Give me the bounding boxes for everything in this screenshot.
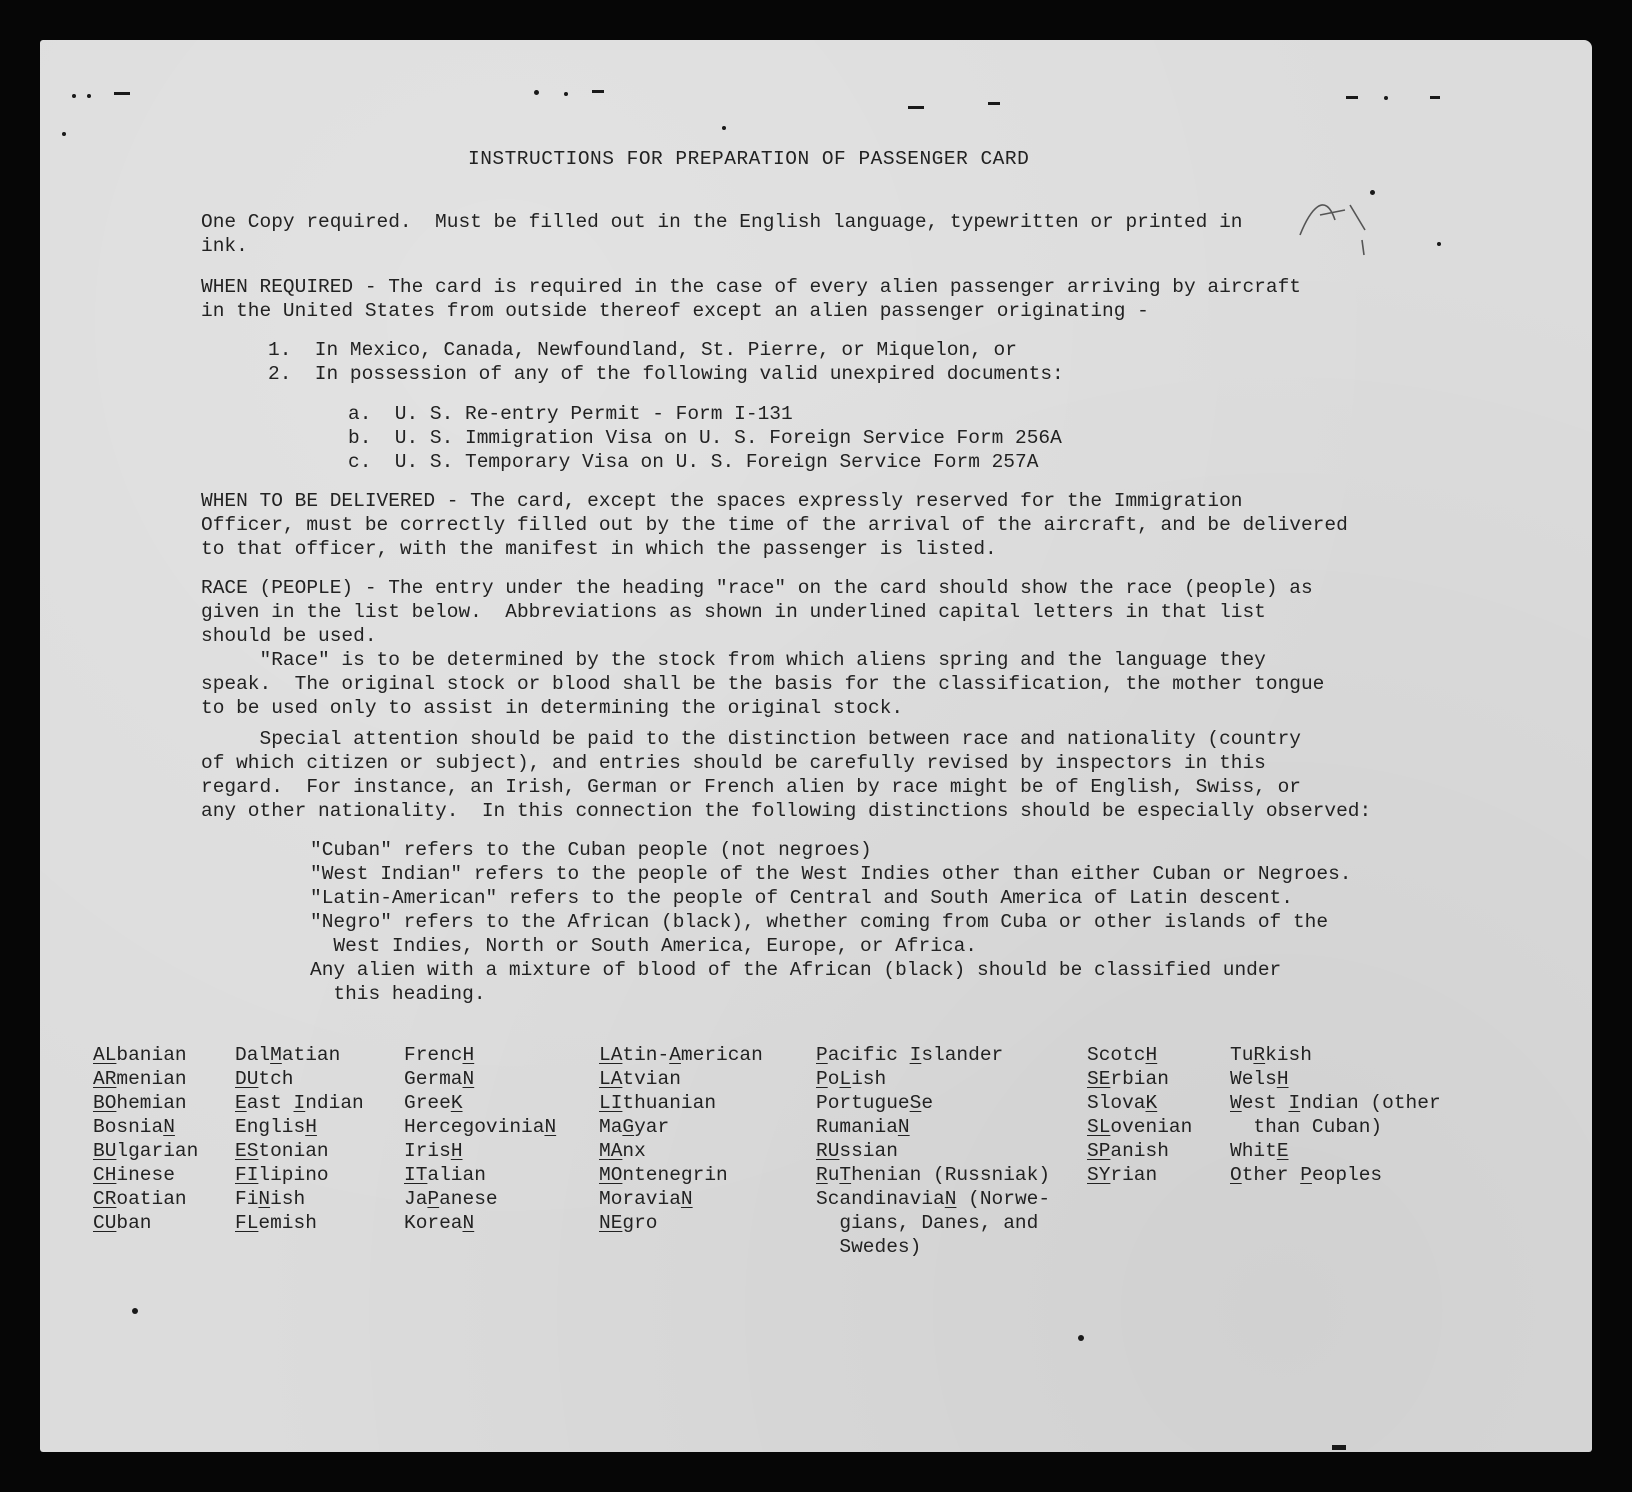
race-entry: [93, 1091, 187, 1116]
race-abbreviation: CH: [93, 1164, 117, 1186]
race-entry: [599, 1043, 763, 1068]
race-text: emish: [258, 1212, 317, 1234]
scan-speck: [592, 90, 604, 93]
scan-speck: [1384, 96, 1388, 100]
race-abbreviation: H: [462, 1044, 475, 1066]
race-abbreviation: T: [839, 1164, 852, 1186]
race-abbreviation: N: [544, 1116, 557, 1138]
race-entry: [1087, 1043, 1157, 1068]
distinction-line: "Negro" refers to the African (black), whether coming from Cuba or other islands of the: [310, 911, 1329, 933]
race-entry: [235, 1211, 317, 1236]
race-abbreviation: RU: [816, 1140, 840, 1162]
scan-speck: [72, 94, 76, 98]
race-abbreviation: FL: [235, 1212, 259, 1234]
race-entry: [1230, 1043, 1312, 1068]
race-abbreviation: P: [816, 1044, 828, 1066]
race-text: tvian: [622, 1068, 681, 1090]
race-abbreviation: W: [1230, 1092, 1242, 1114]
race-text: tin-: [622, 1044, 670, 1066]
race-text: e: [921, 1092, 934, 1114]
race-abbreviation: N: [163, 1116, 175, 1138]
race-text: Moravia: [599, 1188, 681, 1210]
race-text: anish: [1110, 1140, 1169, 1162]
race-text: thuanian: [622, 1092, 717, 1114]
race-abbreviation: SE: [1087, 1068, 1111, 1090]
race-line: should be used.: [201, 625, 377, 647]
intro-line: One Copy required. Must be filled out in the English language, typewritten or printed in: [201, 211, 1243, 233]
race-entry: [599, 1091, 716, 1116]
race-text: ndian (other: [1300, 1092, 1441, 1114]
race-abbreviation: P: [427, 1188, 440, 1210]
race-entry: [404, 1043, 474, 1068]
race-text: than Cuban): [1230, 1116, 1383, 1138]
race-abbreviation: LI: [599, 1092, 623, 1114]
race-entry: [404, 1163, 486, 1188]
race-text: u: [827, 1164, 840, 1186]
race-abbreviation: M: [270, 1044, 282, 1066]
race-abbreviation: P: [1300, 1164, 1312, 1186]
race-text: ther: [1241, 1164, 1301, 1186]
race-text: nx: [622, 1140, 646, 1162]
race-entry: [1087, 1067, 1169, 1092]
scan-speck: [62, 132, 66, 136]
race-entry: [93, 1067, 187, 1092]
race-abbreviation: H: [1145, 1044, 1158, 1066]
race-text: Korea: [404, 1212, 463, 1234]
race-entry: [404, 1067, 474, 1092]
race-text: rian: [1110, 1164, 1158, 1186]
race-abbreviation: I: [1288, 1092, 1301, 1114]
when-delivered-line: to that officer, with the manifest in which the passenger is listed.: [201, 538, 997, 560]
race-text: Swedes): [816, 1236, 922, 1258]
race-entry: [816, 1187, 1050, 1212]
race-text: ban: [116, 1212, 152, 1234]
distinction-line: "West Indian" refers to the people of the West Indies other than either Cuban or Negroes.: [310, 863, 1352, 885]
race-abbreviation: BO: [93, 1092, 117, 1114]
scan-speck: [1430, 96, 1440, 99]
race-entry: [404, 1115, 556, 1140]
document-item: a. U. S. Re-entry Permit - Form I-131: [348, 403, 793, 425]
race-entry: [235, 1115, 317, 1140]
race-abbreviation: E: [1276, 1140, 1289, 1162]
when-required-line: WHEN REQUIRED - The card is required in the case of every alien passenger arriving by aircraft: [201, 276, 1301, 298]
race-text: rbian: [1110, 1068, 1169, 1090]
race-text: lipino: [258, 1164, 329, 1186]
race-entry: [235, 1163, 329, 1188]
race-entry: [816, 1091, 933, 1116]
scan-speck: [534, 90, 539, 95]
race-entry: [816, 1163, 1050, 1188]
race-abbreviation: LA: [599, 1068, 623, 1090]
race-text: oatian: [116, 1188, 187, 1210]
race-abbreviation: H: [305, 1116, 317, 1138]
race-abbreviation: E: [235, 1092, 247, 1114]
race-abbreviation: R: [816, 1164, 828, 1186]
race-entry: [599, 1115, 669, 1140]
race-abbreviation: A: [669, 1044, 681, 1066]
race-text: Hercegovinia: [404, 1116, 545, 1138]
race-entry: [816, 1043, 1003, 1068]
race-text: Dal: [235, 1044, 271, 1066]
race-entry: [235, 1139, 329, 1164]
race-abbreviation: AR: [93, 1068, 117, 1090]
document-item: c. U. S. Temporary Visa on U. S. Foreign Service Form 257A: [348, 451, 1039, 473]
race-text: hemian: [116, 1092, 187, 1114]
race-entry: [816, 1211, 1038, 1236]
race-text: Frenc: [404, 1044, 463, 1066]
race-abbreviation: S: [909, 1092, 922, 1114]
scan-speck: [908, 106, 924, 109]
race-entry: [1230, 1139, 1289, 1164]
race-text: est: [1241, 1092, 1289, 1114]
race-text: Englis: [235, 1116, 306, 1138]
race-entry: [816, 1139, 898, 1164]
race-text: inese: [116, 1164, 175, 1186]
document-page: [40, 40, 1592, 1452]
race-entry: [1087, 1091, 1157, 1116]
scan-speck: [722, 126, 726, 130]
race-entry: [599, 1187, 693, 1212]
distinction-line: this heading.: [310, 983, 486, 1005]
race-text: anese: [439, 1188, 498, 1210]
race-text: henian (Russniak): [851, 1164, 1051, 1186]
race-abbreviation: SL: [1087, 1116, 1111, 1138]
race-entry: [816, 1067, 886, 1092]
race-entry: [235, 1091, 364, 1116]
special-line: regard. For instance, an Irish, German or French alien by race might be of English, Swiss, or: [201, 776, 1301, 798]
distinction-line: "Cuban" refers to the Cuban people (not negroes): [310, 839, 872, 861]
when-delivered-line: Officer, must be correctly filled out by the time of the arrival of the aircraft, and be delivered: [201, 514, 1348, 536]
race-abbreviation: O: [1230, 1164, 1242, 1186]
race-abbreviation: I: [909, 1044, 922, 1066]
race-entry: [93, 1043, 187, 1068]
race-stock-line: to be used only to assist in determining the original stock.: [201, 697, 904, 719]
race-text: Portugue: [816, 1092, 910, 1114]
race-text: tonian: [258, 1140, 329, 1162]
race-entry: [404, 1091, 463, 1116]
race-entry: [599, 1067, 681, 1092]
race-text: ssian: [839, 1140, 898, 1162]
race-text: Bosnia: [93, 1116, 164, 1138]
race-entry: [93, 1187, 187, 1212]
race-stock-line: "Race" is to be determined by the stock from which aliens spring and the language they: [201, 649, 1266, 671]
race-text: Gree: [404, 1092, 451, 1114]
race-entry: [235, 1067, 294, 1092]
race-abbreviation: G: [622, 1116, 635, 1138]
scan-speck: [988, 102, 1000, 105]
race-abbreviation: LA: [599, 1044, 623, 1066]
when-required-line: in the United States from outside thereof except an alien passenger originating -: [201, 300, 1149, 322]
race-text: tch: [258, 1068, 294, 1090]
race-abbreviation: AL: [93, 1044, 117, 1066]
scan-speck: [1078, 1335, 1084, 1341]
scan-speck: [564, 92, 568, 96]
race-text: Rumania: [816, 1116, 898, 1138]
distinction-line: Any alien with a mixture of blood of the African (black) should be classified under: [310, 959, 1282, 981]
race-abbreviation: DU: [235, 1068, 259, 1090]
exception-item: 2. In possession of any of the following valid unexpired documents:: [268, 363, 1064, 385]
race-entry: [404, 1139, 463, 1164]
race-text: Scandinavia: [816, 1188, 945, 1210]
race-abbreviation: CU: [93, 1212, 117, 1234]
special-line: any other nationality. In this connection the following distinctions should be especially observed:: [201, 800, 1372, 822]
race-text: atian: [281, 1044, 341, 1066]
race-entry: [235, 1187, 305, 1212]
race-entry: [599, 1211, 658, 1236]
race-text: lgarian: [116, 1140, 199, 1162]
race-abbreviation: SP: [1087, 1140, 1111, 1162]
race-text: (Norwe-: [956, 1188, 1051, 1210]
race-entry: [1230, 1115, 1382, 1140]
race-line: given in the list below. Abbreviations as shown in underlined capital letters in that list: [201, 601, 1266, 623]
race-text: gians, Danes, and: [816, 1212, 1039, 1234]
race-text: slander: [921, 1044, 1004, 1066]
race-text: Wels: [1230, 1068, 1277, 1090]
race-entry: [1230, 1091, 1441, 1116]
race-text: acific: [827, 1044, 910, 1066]
race-abbreviation: L: [839, 1068, 852, 1090]
race-entry: [816, 1235, 921, 1260]
document-title: INSTRUCTIONS FOR PREPARATION OF PASSENGER CARD: [468, 148, 1030, 170]
race-abbreviation: K: [1145, 1092, 1158, 1114]
race-abbreviation: N: [680, 1188, 693, 1210]
race-abbreviation: N: [462, 1068, 475, 1090]
race-abbreviation: CR: [93, 1188, 117, 1210]
race-entry: [1230, 1067, 1289, 1092]
race-abbreviation: P: [816, 1068, 828, 1090]
distinction-line: West Indies, North or South America, Europe, or Africa.: [310, 935, 978, 957]
race-text: Ma: [599, 1116, 623, 1138]
race-abbreviation: K: [450, 1092, 463, 1114]
race-text: gro: [622, 1212, 658, 1234]
race-entry: [93, 1211, 152, 1236]
race-text: o: [827, 1068, 840, 1090]
race-line: RACE (PEOPLE) - The entry under the heading "race" on the card should show the race (people) as: [201, 577, 1313, 599]
race-entry: [1087, 1115, 1192, 1140]
race-abbreviation: MA: [599, 1140, 623, 1162]
race-text: Whit: [1230, 1140, 1277, 1162]
scan-speck: [87, 94, 91, 98]
race-text: Scotc: [1087, 1044, 1146, 1066]
race-entry: [93, 1139, 198, 1164]
race-text: Fi: [235, 1188, 259, 1210]
special-line: of which citizen or subject), and entries should be carefully revised by inspectors in this: [201, 752, 1266, 774]
race-abbreviation: N: [462, 1212, 475, 1234]
race-text: kish: [1265, 1044, 1312, 1066]
race-entry: [404, 1187, 498, 1212]
race-entry: [235, 1043, 340, 1068]
race-text: merican: [680, 1044, 763, 1066]
race-abbreviation: SY: [1087, 1164, 1111, 1186]
race-text: Germa: [404, 1068, 463, 1090]
race-entry: [93, 1163, 175, 1188]
document-item: b. U. S. Immigration Visa on U. S. Foreign Service Form 256A: [348, 427, 1062, 449]
race-entry: [599, 1163, 728, 1188]
race-text: ish: [270, 1188, 306, 1210]
race-text: alian: [427, 1164, 486, 1186]
distinction-line: "Latin-American" refers to the people of Central and South America of Latin descent.: [310, 887, 1293, 909]
race-text: ovenian: [1110, 1116, 1193, 1138]
race-entry: [404, 1211, 474, 1236]
race-text: ast: [246, 1092, 294, 1114]
race-abbreviation: BU: [93, 1140, 117, 1162]
exception-item: 1. In Mexico, Canada, Newfoundland, St. Pierre, or Miquelon, or: [268, 339, 1017, 361]
race-abbreviation: R: [1253, 1044, 1266, 1066]
race-abbreviation: I: [293, 1092, 306, 1114]
scan-speck: [114, 92, 130, 95]
race-entry: [1230, 1163, 1382, 1188]
race-abbreviation: N: [944, 1188, 957, 1210]
race-abbreviation: NE: [599, 1212, 623, 1234]
race-abbreviation: N: [258, 1188, 271, 1210]
race-entry: [1087, 1163, 1157, 1188]
race-text: banian: [116, 1044, 187, 1066]
race-abbreviation: MO: [599, 1164, 623, 1186]
race-text: Ja: [404, 1188, 428, 1210]
race-text: ntenegrin: [622, 1164, 728, 1186]
race-text: Slova: [1087, 1092, 1146, 1114]
scan-speck: [1437, 242, 1441, 246]
race-abbreviation: H: [450, 1140, 463, 1162]
race-abbreviation: N: [897, 1116, 910, 1138]
race-abbreviation: ES: [235, 1140, 259, 1162]
race-text: Iris: [404, 1140, 451, 1162]
race-text: Tu: [1230, 1044, 1254, 1066]
race-text: eoples: [1311, 1164, 1383, 1186]
race-stock-line: speak. The original stock or blood shall be the basis for the classification, the mother tongue: [201, 673, 1325, 695]
race-abbreviation: H: [1276, 1068, 1289, 1090]
race-abbreviation: FI: [235, 1164, 259, 1186]
scan-speck: [132, 1308, 138, 1314]
race-abbreviation: IT: [404, 1164, 428, 1186]
scan-speck: [1332, 1445, 1346, 1450]
intro-line: ink.: [201, 235, 248, 257]
pencil-annotation-icon: [1290, 180, 1410, 260]
when-delivered-line: WHEN TO BE DELIVERED - The card, except the spaces expressly reserved for the Immigration: [201, 490, 1243, 512]
race-entry: [816, 1115, 910, 1140]
race-text: yar: [634, 1116, 670, 1138]
race-entry: [599, 1139, 646, 1164]
special-line: Special attention should be paid to the distinction between race and nationality (country: [201, 728, 1301, 750]
race-text: ish: [851, 1068, 887, 1090]
race-text: menian: [116, 1068, 187, 1090]
race-text: ndian: [305, 1092, 364, 1114]
race-entry: [93, 1115, 175, 1140]
scan-speck: [1346, 96, 1358, 99]
race-entry: [1087, 1139, 1169, 1164]
